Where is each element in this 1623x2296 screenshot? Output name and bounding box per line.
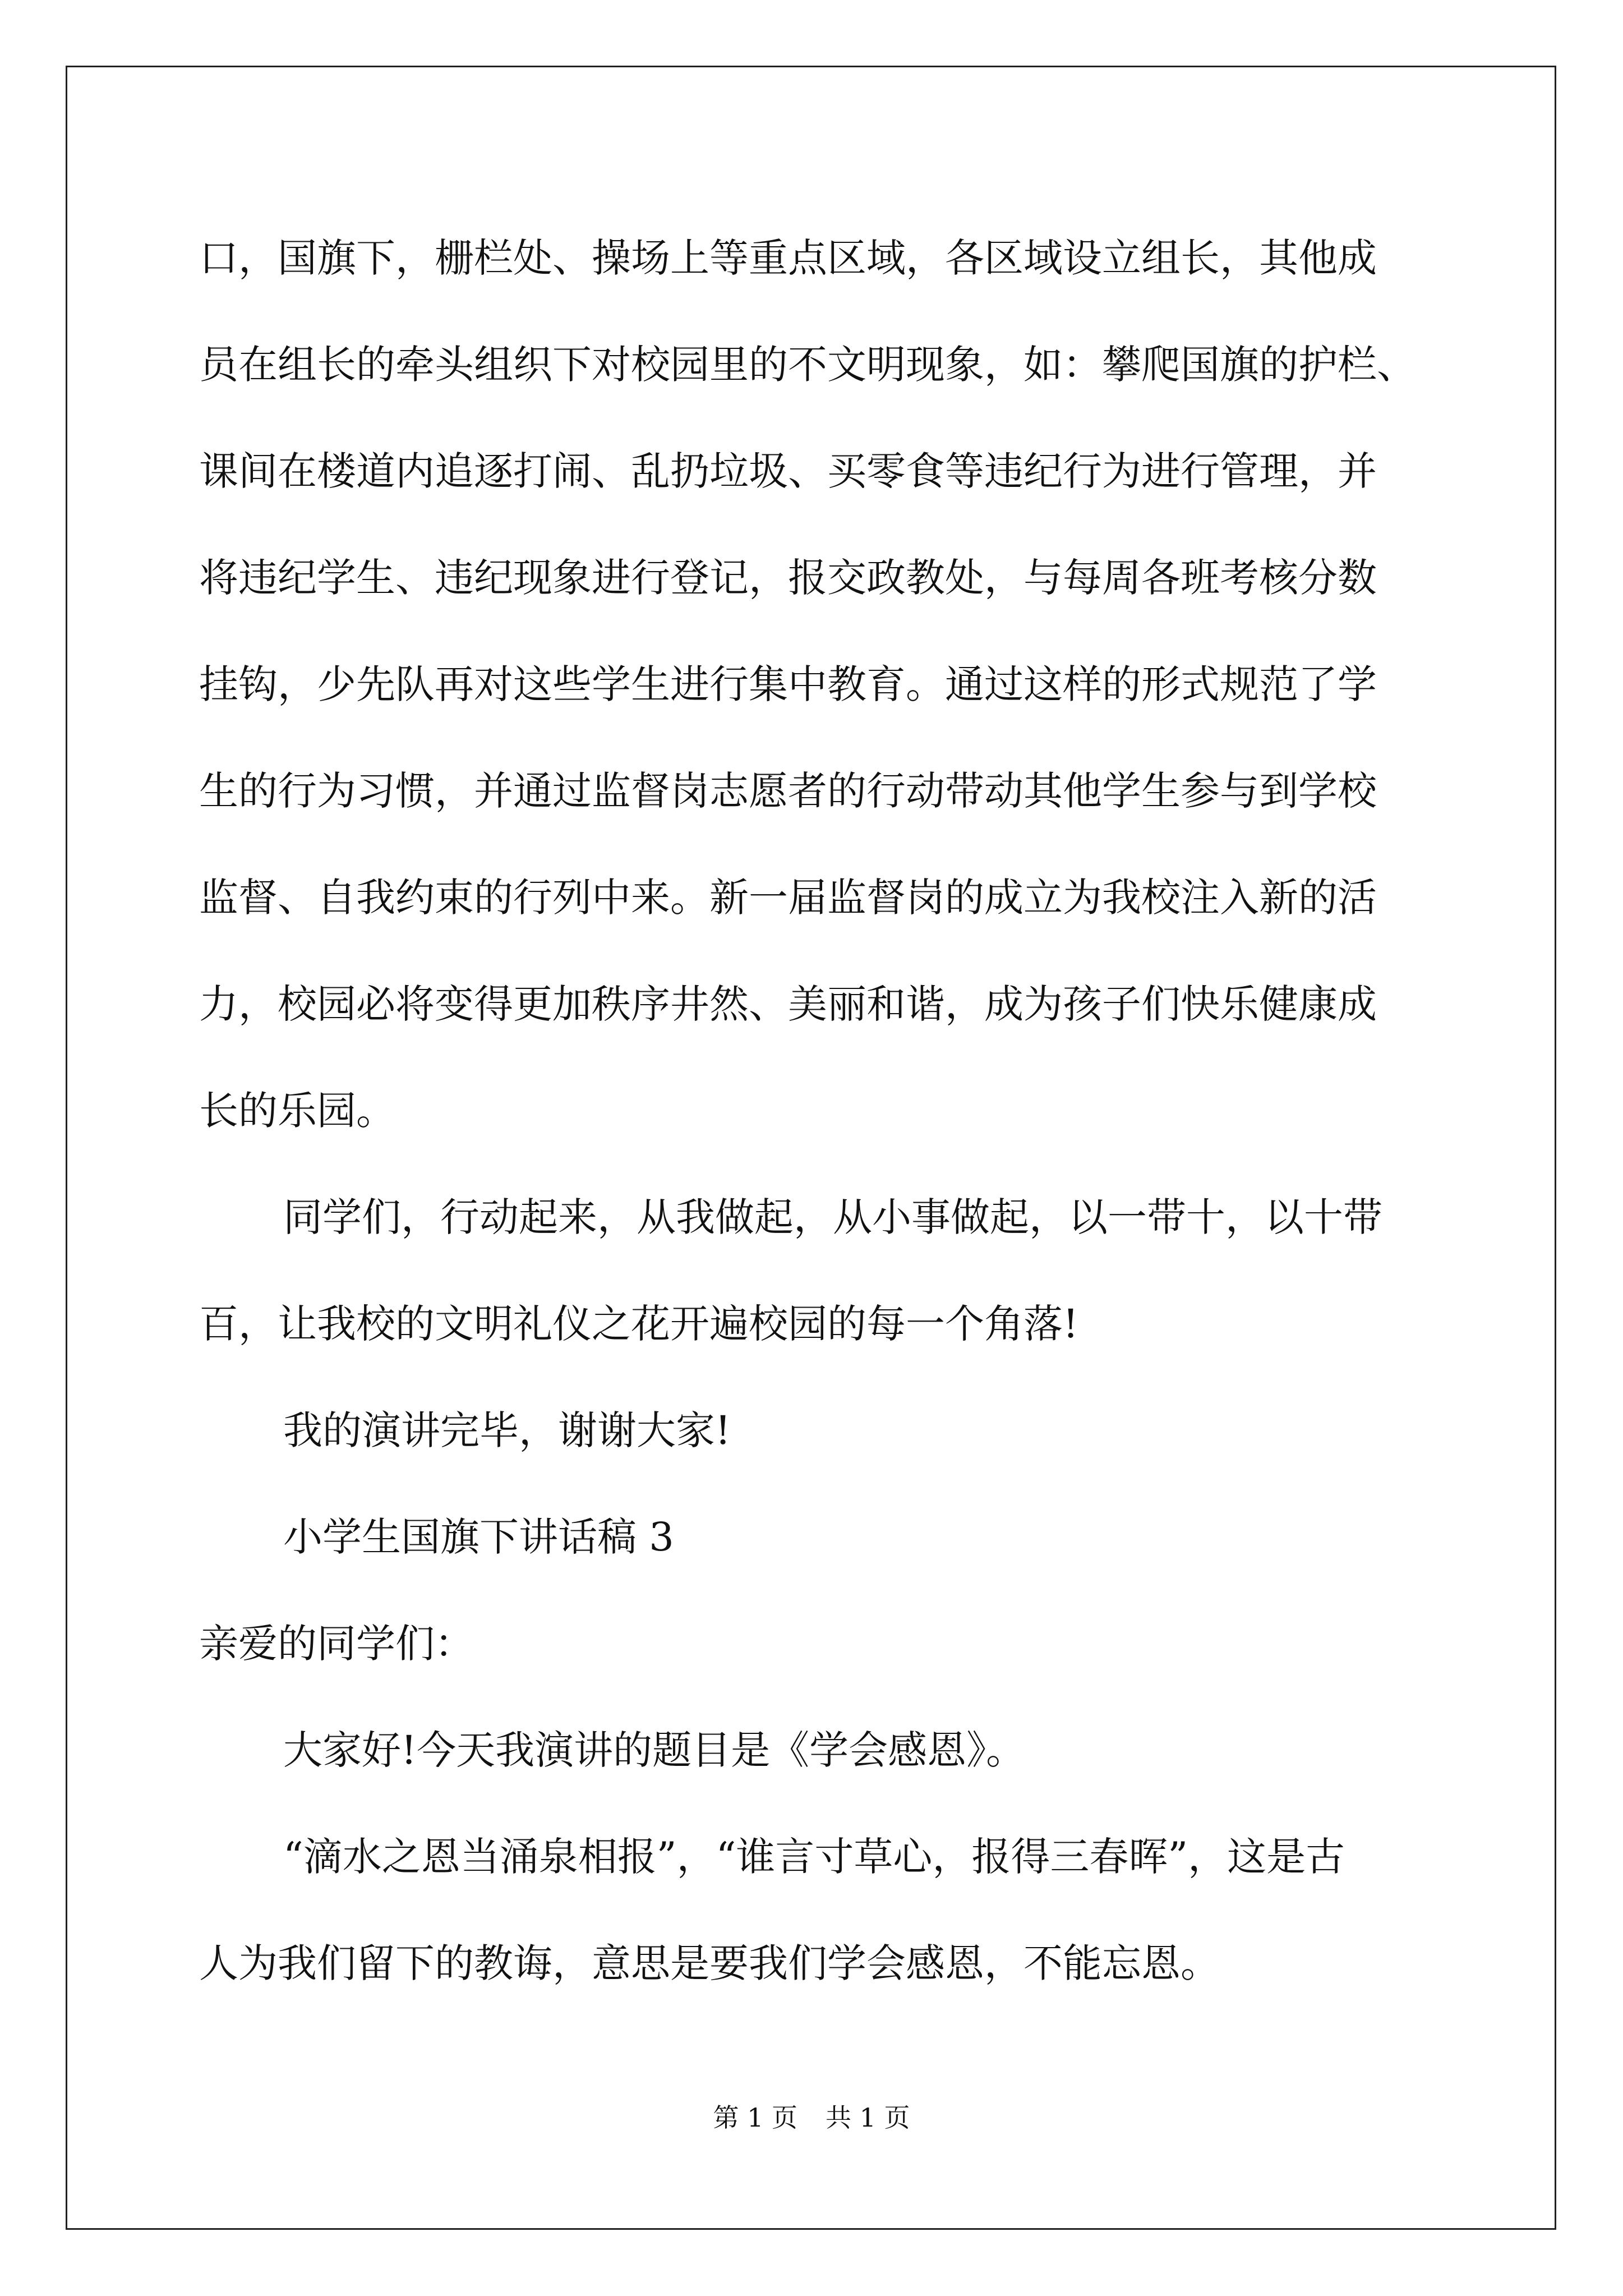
page-footer xyxy=(0,2101,1623,2134)
text-line: 同学们，行动起来，从我做起，从小事做起，以一带十，以十带 xyxy=(283,1194,1382,1240)
salutation: 亲爱的同学们： xyxy=(199,1621,474,1667)
text-line: 课间在楼道内追逐打闹、乱扔垃圾、买零食等违纪行为进行管理，并 xyxy=(199,448,1377,494)
text-line: 将违纪学生、违纪现象进行登记，报交政教处，与每周各班考核分数 xyxy=(199,555,1377,601)
page-number: 第 1 页 xyxy=(713,2102,797,2133)
text-line: 百，让我校的文明礼仪之花开遍校园的每一个角落! xyxy=(199,1301,1079,1347)
text-line: 员在组长的牵头组织下对校园里的不文明现象，如：攀爬国旗的护栏、 xyxy=(199,342,1416,388)
document-body xyxy=(199,205,1438,2017)
text-line: 力，校园必将变得更加秩序井然、美丽和谐，成为孩子们快乐健康成 xyxy=(199,981,1377,1027)
text-line: 口，国旗下，栅栏处、操场上等重点区域，各区域设立组长，其他成 xyxy=(199,235,1377,281)
text-line: “滴水之恩当涌泉相报”，“谁言寸草心，报得三春晖”，这是古 xyxy=(283,1834,1345,1880)
text-line: 我的演讲完毕，谢谢大家! xyxy=(283,1407,731,1453)
text-line: 监督、自我约束的行列中来。新一届监督岗的成立为我校注入新的活 xyxy=(199,875,1377,921)
text-line: 长的乐园。 xyxy=(199,1088,395,1134)
section-heading: 小学生国旗下讲话稿 3 xyxy=(283,1514,674,1560)
text-line: 人为我们留下的教诲，意思是要我们学会感恩，不能忘恩。 xyxy=(199,1940,1220,1986)
text-line: 大家好!今天我演讲的题目是《学会感恩》。 xyxy=(283,1727,1026,1773)
text-line: 挂钩，少先队再对这些学生进行集中教育。通过这样的形式规范了学 xyxy=(199,661,1377,707)
page-total: 共 1 页 xyxy=(826,2102,910,2133)
text-line: 生的行为习惯，并通过监督岗志愿者的行动带动其他学生参与到学校 xyxy=(199,768,1377,814)
